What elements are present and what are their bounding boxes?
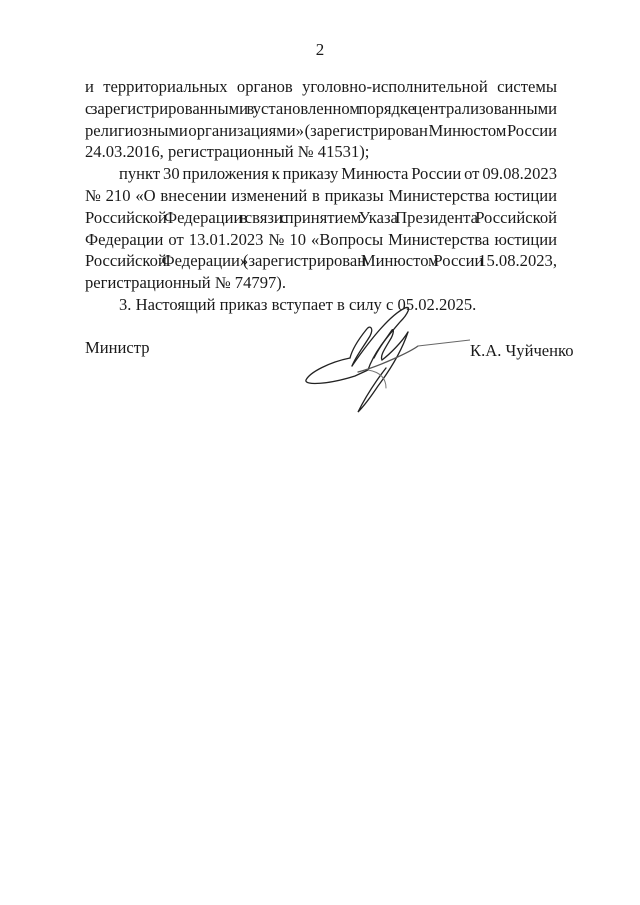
text-line	[85, 141, 557, 163]
text-line	[85, 98, 557, 120]
text-line	[85, 163, 557, 185]
text-line-content: 3. Настоящий приказ вступает в силу с 05.02.2025.	[119, 294, 477, 314]
page-number: 2	[315, 40, 325, 59]
document-body	[85, 76, 557, 316]
text-line	[85, 120, 557, 142]
handwritten-signature	[290, 300, 470, 420]
text-line-content: с зарегистрированными в установленном порядке централизованными	[85, 98, 557, 118]
text-line-content: религиозными организациями» (зарегистрирован Минюстом России	[85, 120, 557, 140]
text-line	[85, 185, 557, 207]
text-line	[85, 250, 557, 272]
text-line	[85, 272, 557, 294]
text-line-content: и территориальных органов уголовно-исполнительной системы	[85, 77, 557, 96]
text-line-content: пункт 30 приложения к приказу Минюста России от 09.08.2023	[119, 164, 557, 184]
signatory-role: Министр	[85, 338, 150, 357]
text-line-content: № 210 «О внесении изменений в приказы Министерства юстиции	[85, 185, 557, 205]
text-line-content: Российской Федерации в связи с принятием Указа Президента Российской	[85, 207, 557, 227]
text-line-content: 24.03.2016, регистрационный № 41531);	[85, 142, 370, 162]
text-line	[85, 207, 557, 229]
text-line-content: регистрационный № 74797).	[85, 273, 286, 293]
signatory-name: К.А. Чуйченко	[470, 341, 574, 360]
text-line-content: Российской Федерации» (зарегистрирован Минюстом России 15.08.2023,	[85, 251, 557, 271]
text-line-content: Федерации от 13.01.2023 № 10 «Вопросы Министерства юстиции	[85, 229, 557, 249]
text-line	[85, 229, 557, 251]
text-line	[85, 76, 557, 98]
